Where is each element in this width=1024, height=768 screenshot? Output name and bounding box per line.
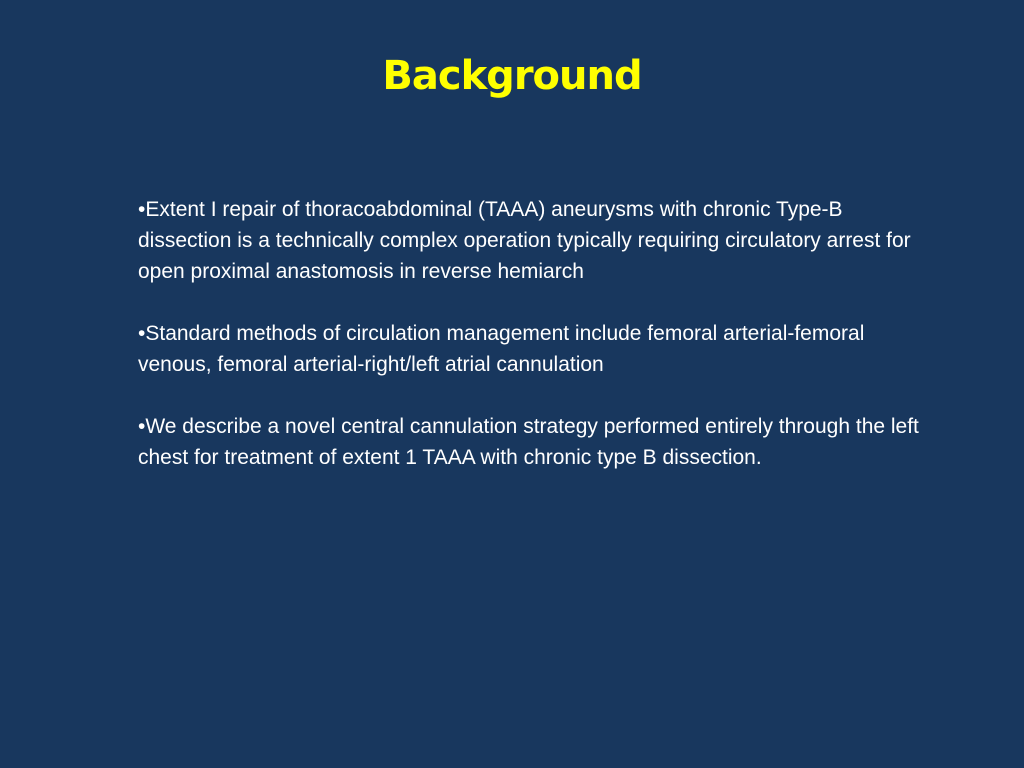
slide-title: Background: [382, 53, 642, 99]
bullet-list: [138, 194, 938, 504]
bullet-item-standard-methods: •Standard methods of circulation management include femoral arterial-femoral venous, femoral arterial-right/left atrial cannulation: [138, 322, 865, 376]
bullet-item-novel-strategy: •We describe a novel central cannulation strategy performed entirely through the left chest for treatment of extent 1 TAAA with chronic type B dissection.: [138, 415, 919, 469]
bullet-item-extent-repair: •Extent I repair of thoracoabdominal (TAAA) aneurysms with chronic Type-B dissection is a technically complex operation typically requiring circulatory arrest for open proximal anastomosis in reverse hemiarch: [138, 198, 911, 283]
